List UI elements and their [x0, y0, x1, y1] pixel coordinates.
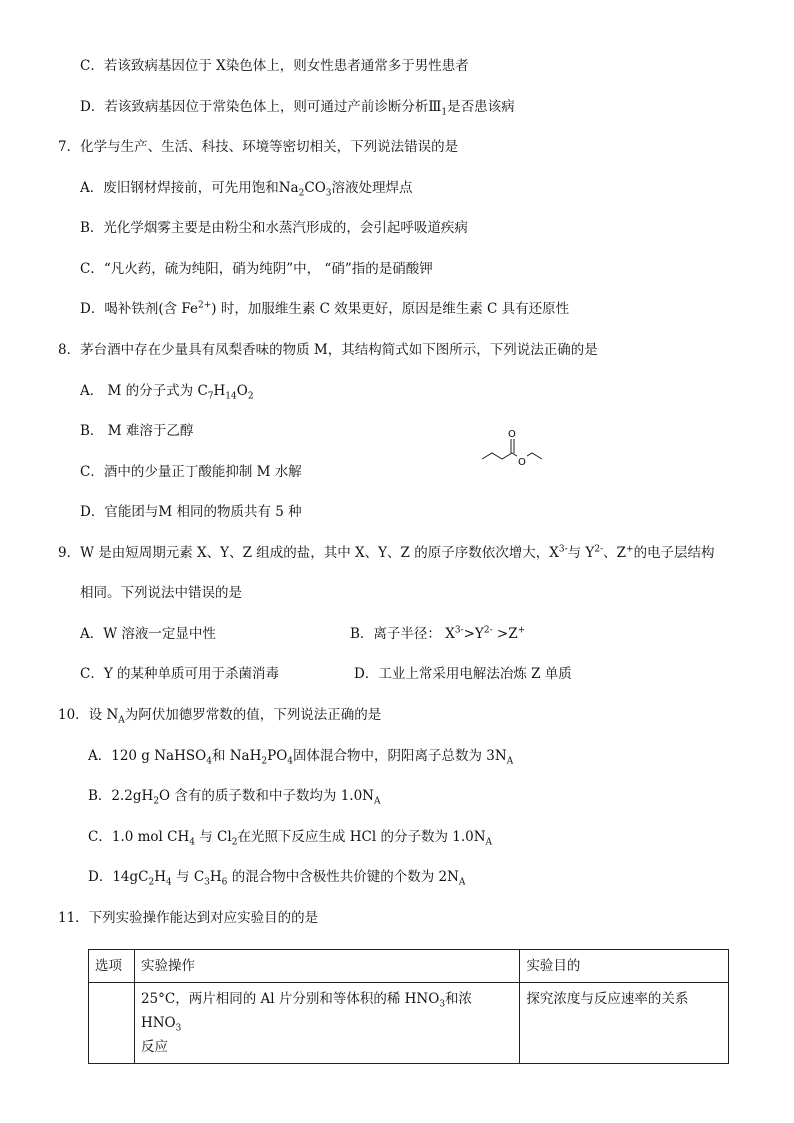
carbon-chain: [482, 453, 542, 459]
q7-option-b: B．光化学烟雾主要是由粉尘和水蒸汽形成的，会引起呼吸道疾病: [80, 220, 468, 236]
ester-structure-diagram: [478, 425, 548, 475]
q8-option-a: A． M 的分子式为 $C_7H_{14}O_2$: [80, 383, 254, 402]
q10-option-c: C．1.0 mol $CH_4$ 与 $Cl_2$在光照下反应生成 HCl 的分子数为 $1.0N_A$: [88, 829, 493, 848]
q7-option-a: A．废旧钢材焊接前，可先用饱和$Na_2CO_3$溶液处理焊点: [80, 180, 413, 199]
q9-stem-line2: 相同。下列说法中错误的是: [80, 585, 242, 601]
q9-stem: 9．W 是由短周期元素 X、Y、Z 组成的盐，其中 X、Y、Z 的原子序数依次增大，$X^{3-}$与 $Y^{2-}$、Z+的电子层结构: [58, 544, 715, 561]
q8-stem: 8．茅台酒中存在少量具有凤梨香味的物质 M，其结构简式如下图所示，下列说法正确的是: [58, 342, 598, 358]
experiment-table: [88, 949, 729, 1064]
q9-option-d: D．工业上常采用电解法冶炼 Z 单质: [354, 666, 572, 682]
q11-stem: 11．下列实验操作能达到对应实验目的的是: [58, 910, 319, 926]
row1-purpose-cell: 探究浓度与反应速率的关系: [520, 983, 729, 1064]
q7-option-c: C．“凡火药，硫为纯阳，硝为纯阴”中， “硝”指的是硝酸钾: [80, 261, 433, 277]
q6-option-d: D．若该致病基因位于常染色体上，则可通过产前诊断分析$Ⅲ_1$是否患该病: [80, 99, 515, 118]
q10-option-d: D．$14gC_2H_4$ 与 $C_3H_6$ 的混合物中含极性共价键的个数为 $2N_A$: [88, 869, 466, 888]
q10-option-a: A．120 g NaHSO$_4$和 $NaH_2PO_4$固体混合物中，阴阳离子总数为 $3N_A$: [88, 748, 514, 767]
q9-option-b: B．离子半径： $X^{3-}>Y^{2-} >Z^+$: [350, 625, 526, 642]
q9-option-a: A．W 溶液一定显中性: [80, 626, 216, 642]
q8-option-b: B． M 难溶于乙醇: [80, 423, 194, 439]
header-option: 选项: [89, 950, 135, 983]
q10-option-b: B．$2.2gH_2O$ 含有的质子数和中子数均为 $1.0N_A$: [88, 788, 381, 807]
q7-stem: 7．化学与生产、生活、科技、环境等密切相关，下列说法错误的是: [58, 139, 459, 155]
header-purpose: 实验目的: [520, 950, 729, 983]
ether-oxygen-label: O: [518, 457, 526, 468]
q8-option-c: C．酒中的少量正丁酸能抑制 M 水解: [80, 464, 302, 480]
q9-option-c: C．Y 的某种单质可用于杀菌消毒: [80, 666, 280, 682]
q7-option-d: D．喝补铁剂(含 $Fe^{2+}$) 时，加服维生素 C 效果更好，原因是维生素 C 具有还原性: [80, 300, 570, 317]
table-row: [89, 983, 729, 1064]
row1-option-cell: [89, 983, 135, 1064]
q8-option-d: D．官能团与M 相同的物质共有 5 种: [80, 504, 302, 520]
carbonyl-oxygen-label: O: [508, 429, 516, 440]
q6-option-c: C．若该致病基因位于 X染色体上，则女性患者通常多于男性患者: [80, 58, 469, 74]
q10-stem: 10．设 $N_A$为阿伏加德罗常数的值，下列说法正确的是: [58, 707, 382, 726]
row1-operation-cell: 25°C，两片相同的 Al 片分别和等体积的稀 $HNO_3$和浓 $HNO_3$ 反应: [134, 983, 519, 1064]
table-header-row: [89, 950, 729, 983]
header-operation: 实验操作: [134, 950, 519, 983]
